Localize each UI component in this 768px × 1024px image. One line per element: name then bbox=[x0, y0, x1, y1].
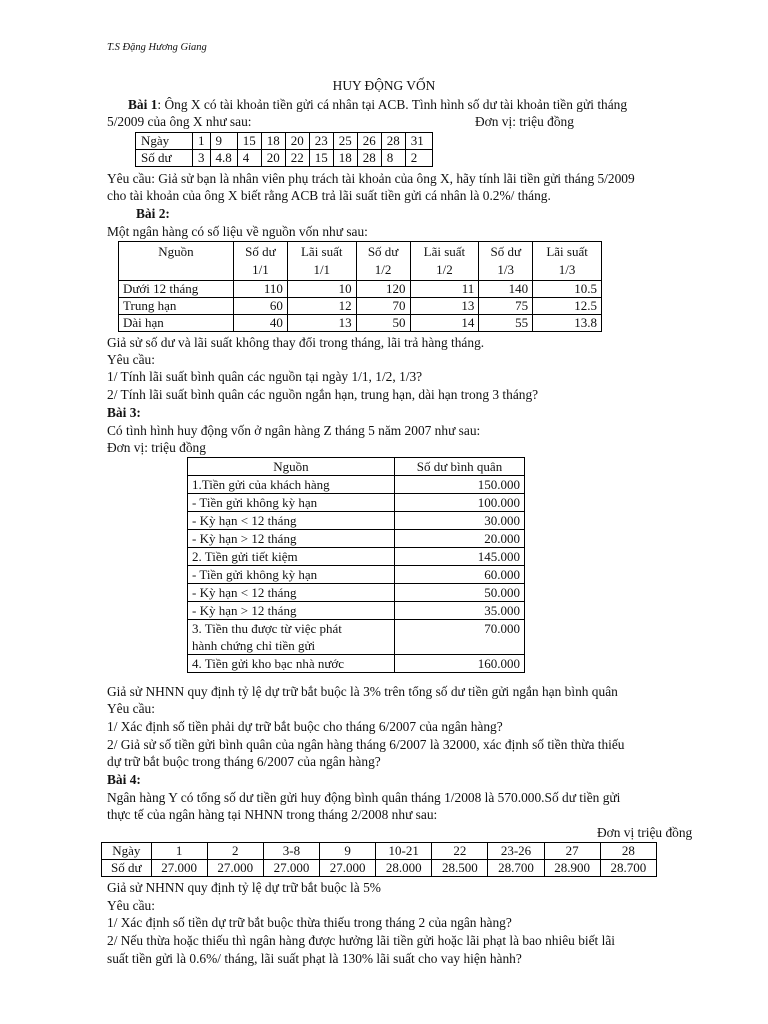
bai3-unit: Đơn vị: triệu đồng bbox=[107, 440, 206, 455]
bai3-label: Bài 3: bbox=[107, 405, 141, 420]
table-cell: 1 bbox=[151, 843, 207, 860]
table-cell: 27 bbox=[544, 843, 600, 860]
bai1-intro-line2: 5/2009 của ông X như sau: bbox=[107, 114, 252, 129]
table-cell: 50.000 bbox=[395, 584, 525, 602]
table-header-cell: Lãi suất 1/1 bbox=[287, 242, 356, 281]
table-cell: 160.000 bbox=[395, 655, 525, 673]
table-header-cell: Số dư bình quân bbox=[395, 458, 525, 476]
bai2-requirement-label: Yêu cầu: bbox=[107, 352, 155, 367]
table-header-cell: Số dư bbox=[136, 150, 193, 167]
bai1-table bbox=[135, 132, 433, 167]
table-cell: 18 bbox=[333, 150, 357, 167]
bai4-requirement-label: Yêu cầu: bbox=[107, 898, 155, 913]
table-cell: 13 bbox=[287, 315, 356, 332]
table-cell: 15 bbox=[309, 150, 333, 167]
table-cell: 40 bbox=[234, 315, 288, 332]
table-row bbox=[136, 133, 433, 150]
bai3-requirement-label: Yêu cầu: bbox=[107, 701, 155, 716]
table-cell: - Tiền gửi không kỳ hạn bbox=[188, 566, 395, 584]
table-cell: 28 bbox=[600, 843, 656, 860]
table-cell: 26 bbox=[357, 133, 381, 150]
table-cell: 10.5 bbox=[533, 281, 602, 298]
table-cell: 18 bbox=[261, 133, 285, 150]
table-cell: Trung hạn bbox=[119, 298, 234, 315]
table-cell: 4.8 bbox=[210, 150, 237, 167]
bai2-label: Bài 2: bbox=[136, 206, 170, 221]
table-cell: 12 bbox=[287, 298, 356, 315]
table-cell: 20 bbox=[261, 150, 285, 167]
table-header-row bbox=[188, 458, 525, 476]
table-header-cell: Số dư 1/2 bbox=[356, 242, 410, 281]
table-cell: 28.000 bbox=[376, 860, 432, 877]
table-header-cell: Số dư bbox=[102, 860, 152, 877]
table-row bbox=[188, 584, 525, 602]
table-cell: 15 bbox=[237, 133, 261, 150]
bai4-question-2a: 2/ Nếu thừa hoặc thiếu thì ngân hàng được hưởng lãi tiền gửi hoặc lãi phạt là bao nhiêu biết lãi bbox=[107, 933, 616, 948]
table-row bbox=[188, 566, 525, 584]
table-cell: 2 bbox=[207, 843, 263, 860]
table-cell: Dài hạn bbox=[119, 315, 234, 332]
table-header-cell: Nguồn bbox=[188, 458, 395, 476]
table-cell: 28.700 bbox=[600, 860, 656, 877]
table-cell: 75 bbox=[479, 298, 533, 315]
bai4-intro-line1: Ngân hàng Y có tổng số dư tiền gửi huy động bình quân tháng 1/2008 là 570.000.Số dư tiền gửi bbox=[107, 790, 621, 805]
table-cell: 4 bbox=[237, 150, 261, 167]
table-cell: 70.000 bbox=[395, 620, 525, 655]
bai3-table bbox=[187, 457, 525, 673]
table-cell: 13.8 bbox=[533, 315, 602, 332]
table-header-cell: Ngày bbox=[136, 133, 193, 150]
table-cell: 28.900 bbox=[544, 860, 600, 877]
table-cell: - Kỳ hạn > 12 tháng bbox=[188, 602, 395, 620]
bai4-intro-line2: thực tế của ngân hàng tại NHNN trong tháng 2/2008 như sau: bbox=[107, 807, 438, 822]
bai1-intro bbox=[128, 96, 627, 113]
bai1-intro-text: : Ông X có tài khoản tiền gửi cá nhân tại ACB. Tình hình số dư tài khoản tiền gửi tháng bbox=[157, 97, 628, 112]
table-row bbox=[188, 530, 525, 548]
table-cell: 27.000 bbox=[207, 860, 263, 877]
table-cell: 110 bbox=[234, 281, 288, 298]
table-row bbox=[188, 602, 525, 620]
bai4-table bbox=[101, 842, 657, 877]
table-cell: - Kỳ hạn > 12 tháng bbox=[188, 530, 395, 548]
table-cell: 12.5 bbox=[533, 298, 602, 315]
table-cell: 3-8 bbox=[263, 843, 319, 860]
table-cell: 70 bbox=[356, 298, 410, 315]
table-cell: 10 bbox=[287, 281, 356, 298]
bai1-requirement-line2: cho tài khoản của ông X biết rằng ACB trả lãi suất tiền gửi cá nhân là 0.2%/ tháng. bbox=[107, 188, 551, 203]
table-cell: 28 bbox=[357, 150, 381, 167]
table-header-cell: Nguồn bbox=[119, 242, 234, 281]
bai2-intro: Một ngân hàng có số liệu về nguồn vốn như sau: bbox=[107, 224, 368, 239]
table-cell: 1 bbox=[193, 133, 211, 150]
table-cell: 60.000 bbox=[395, 566, 525, 584]
table-cell: 23 bbox=[309, 133, 333, 150]
table-cell: - Kỳ hạn < 12 tháng bbox=[188, 512, 395, 530]
table-cell: 11 bbox=[410, 281, 479, 298]
table-cell: 35.000 bbox=[395, 602, 525, 620]
bai2-table bbox=[118, 241, 602, 332]
table-row bbox=[102, 843, 657, 860]
bai4-question-2b: suất tiền gửi là 0.6%/ tháng, lãi suất phạt là 130% lãi suất cho vay hiện hành? bbox=[107, 951, 522, 966]
bai3-question-2a: 2/ Giả sử số tiền gửi bình quân của ngân hàng tháng 6/2007 là 32000, xác định số tiền thừa thiếu bbox=[107, 737, 625, 752]
author-header: T.S Đặng Hương Giang bbox=[107, 42, 207, 53]
table-cell: 145.000 bbox=[395, 548, 525, 566]
table-cell: 2. Tiền gửi tiết kiệm bbox=[188, 548, 395, 566]
table-cell: 50 bbox=[356, 315, 410, 332]
table-cell: 150.000 bbox=[395, 476, 525, 494]
table-cell: - Kỳ hạn < 12 tháng bbox=[188, 584, 395, 602]
page-title: HUY ĐỘNG VỐN bbox=[332, 78, 436, 93]
table-row bbox=[188, 620, 525, 655]
table-cell: 30.000 bbox=[395, 512, 525, 530]
table-cell: 31 bbox=[405, 133, 432, 150]
table-row bbox=[119, 298, 602, 315]
table-cell: 60 bbox=[234, 298, 288, 315]
table-cell: 28.500 bbox=[432, 860, 488, 877]
table-row bbox=[119, 315, 602, 332]
table-cell: 28 bbox=[381, 133, 405, 150]
bai1-label: Bài 1 bbox=[128, 97, 158, 112]
table-row bbox=[188, 512, 525, 530]
table-row bbox=[188, 655, 525, 673]
table-cell: 27.000 bbox=[320, 860, 376, 877]
bai3-intro: Có tình hình huy động vốn ở ngân hàng Z tháng 5 năm 2007 như sau: bbox=[107, 423, 481, 438]
table-cell: 23-26 bbox=[488, 843, 544, 860]
table-cell: 9 bbox=[320, 843, 376, 860]
table-row bbox=[102, 860, 657, 877]
table-cell: Dưới 12 tháng bbox=[119, 281, 234, 298]
bai3-note: Giả sử NHNN quy định tỷ lệ dự trữ bắt buộc là 3% trên tổng số dư tiền gửi ngắn hạn bình quân bbox=[107, 684, 618, 699]
table-cell: 22 bbox=[432, 843, 488, 860]
table-row bbox=[188, 476, 525, 494]
bai4-label: Bài 4: bbox=[107, 772, 141, 787]
bai4-unit: Đơn vị triệu đồng bbox=[597, 825, 693, 840]
bai4-question-1: 1/ Xác định số tiền dự trữ bắt buộc thừa thiếu trong tháng 2 của ngân hàng? bbox=[107, 915, 512, 930]
bai2-question-2: 2/ Tính lãi suất bình quân các nguồn ngắn hạn, trung hạn, dài hạn trong 3 tháng? bbox=[107, 387, 539, 402]
bai2-question-1: 1/ Tính lãi suất bình quân các nguồn tại ngày 1/1, 1/2, 1/3? bbox=[107, 369, 423, 384]
table-cell: 20.000 bbox=[395, 530, 525, 548]
table-cell: 10-21 bbox=[376, 843, 432, 860]
table-cell: 100.000 bbox=[395, 494, 525, 512]
table-row bbox=[136, 150, 433, 167]
table-cell: 3. Tiền thu được từ việc phát hành chứng chỉ tiền gửi bbox=[188, 620, 395, 655]
table-header-cell: Ngày bbox=[102, 843, 152, 860]
bai2-note: Giả sử số dư và lãi suất không thay đổi trong tháng, lãi trả hàng tháng. bbox=[107, 335, 485, 350]
table-header-cell: Số dư 1/1 bbox=[234, 242, 288, 281]
table-cell: 140 bbox=[479, 281, 533, 298]
table-cell: 8 bbox=[381, 150, 405, 167]
table-header-cell: Lãi suất 1/3 bbox=[533, 242, 602, 281]
table-cell: - Tiền gửi không kỳ hạn bbox=[188, 494, 395, 512]
bai1-unit: Đơn vị: triệu đồng bbox=[475, 114, 574, 129]
table-cell: 3 bbox=[193, 150, 211, 167]
table-cell: 2 bbox=[405, 150, 432, 167]
table-cell: 55 bbox=[479, 315, 533, 332]
table-cell: 22 bbox=[285, 150, 309, 167]
bai3-question-2b: dự trữ bắt buộc trong tháng 6/2007 của ngân hàng? bbox=[107, 754, 381, 769]
table-header-cell: Số dư 1/3 bbox=[479, 242, 533, 281]
table-cell: 28.700 bbox=[488, 860, 544, 877]
bai1-requirement-line1: Yêu cầu: Giả sử bạn là nhân viên phụ trách tài khoản của ông X, hãy tính lãi tiền gửi tháng 5/2009 bbox=[107, 171, 635, 186]
table-cell: 120 bbox=[356, 281, 410, 298]
table-row bbox=[188, 494, 525, 512]
bai4-note: Giả sử NHNN quy định tỷ lệ dự trữ bắt buộc là 5% bbox=[107, 880, 381, 895]
table-cell: 13 bbox=[410, 298, 479, 315]
table-cell: 9 bbox=[210, 133, 237, 150]
table-cell: 27.000 bbox=[263, 860, 319, 877]
table-row bbox=[188, 548, 525, 566]
table-header-cell: Lãi suất 1/2 bbox=[410, 242, 479, 281]
table-cell: 20 bbox=[285, 133, 309, 150]
table-row bbox=[119, 281, 602, 298]
bai3-question-1: 1/ Xác định số tiền phải dự trữ bắt buộc cho tháng 6/2007 của ngân hàng? bbox=[107, 719, 503, 734]
table-cell: 4. Tiền gửi kho bạc nhà nước bbox=[188, 655, 395, 673]
table-cell: 27.000 bbox=[151, 860, 207, 877]
table-cell: 1.Tiền gửi của khách hàng bbox=[188, 476, 395, 494]
table-cell: 25 bbox=[333, 133, 357, 150]
table-header-row bbox=[119, 242, 602, 281]
table-cell: 14 bbox=[410, 315, 479, 332]
